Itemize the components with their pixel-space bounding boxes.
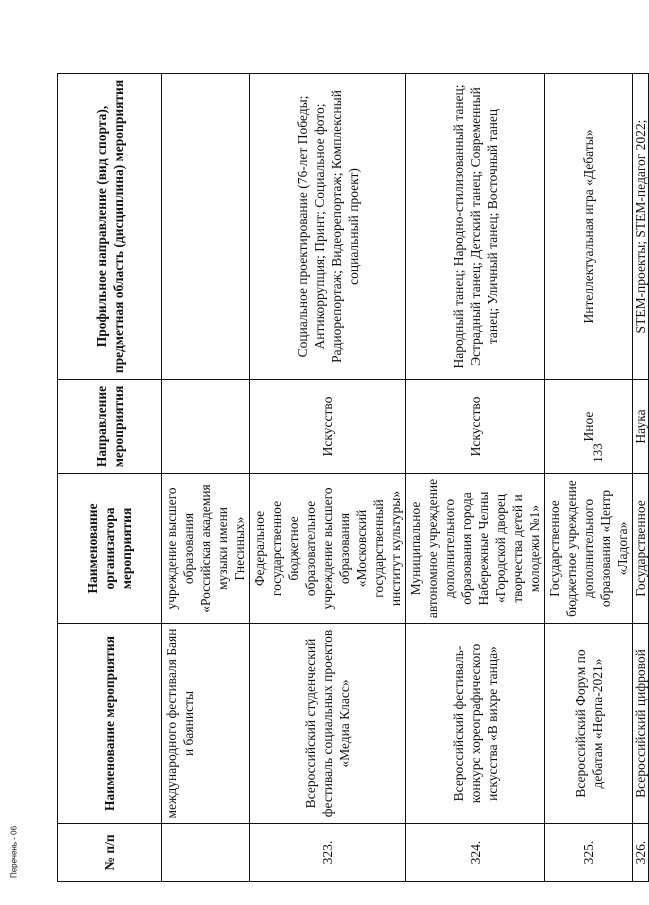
cell-organizer: Государственное бюджетное учреждение дополнительного образования «Центр «Ладога» (545, 474, 633, 624)
cell-profile: Интеллектуальная игра «Дебаты» (545, 74, 633, 380)
cell-organizer: Муниципальное автономное учреждение дополнительного образования города Набережные Челны «Городской дворец творчества детей и молодежи №1» (406, 474, 545, 624)
cell-name: Всероссийский студенческий фестиваль социальных проектов «Медиа Класс» (250, 624, 406, 824)
cell-profile: STEM-проекты; STEM-педагог 2022; (633, 74, 649, 380)
cell-organizer: Государственное (633, 474, 649, 624)
cell-profile: Социальное проектирование (76-лет Победы; Антикоррупция; Принт; Социальное фото; Радиорепортаж; Видеорепортаж; Комплексный социальный проект) (250, 74, 406, 380)
cell-organizer: учреждение высшего образования «Российская академия музыки имени Гнесиных» (162, 474, 250, 624)
footer-note: Перечень - 06 (9, 825, 19, 879)
header-name: Наименование мероприятия (58, 624, 162, 824)
cell-direction (162, 380, 250, 474)
cell-num: 323. (250, 824, 406, 882)
cell-name: Всероссийский Форум по дебатам «Нерпа-2021» (545, 624, 633, 824)
cell-name: Всероссийский фестиваль-конкурс хореографического искусства «В вихре танца» (406, 624, 545, 824)
cell-direction: Иное (545, 380, 633, 474)
table-row (633, 74, 649, 882)
cell-direction: Искусство (250, 380, 406, 474)
header-num: № п/п (58, 824, 162, 882)
cell-num (162, 824, 250, 882)
cell-direction: Наука (633, 380, 649, 474)
table-row (406, 74, 545, 882)
cell-profile: Народный танец; Народно-стилизованный танец; Эстрадный танец; Детский танец; Современный танец; Уличный танец; Восточный танец (406, 74, 545, 380)
cell-num: 326. (633, 824, 649, 882)
page-number: 133 (590, 443, 605, 463)
cell-organizer: Федеральное государственное бюджетное образовательное учреждение высшего образования «Московский государственный институт культуры» (250, 474, 406, 624)
header-direction: Направление мероприятия (58, 380, 162, 474)
table-header-row (58, 74, 162, 882)
header-organizer: Наименование организатора мероприятия (58, 474, 162, 624)
events-table (57, 73, 649, 882)
table-row (545, 74, 633, 882)
header-profile: Профильное направление (вид спорта), предметная область (дисциплина) мероприятия (58, 74, 162, 380)
cell-profile (162, 74, 250, 380)
table-row (250, 74, 406, 882)
cell-name: международного фестиваля Баян и баянисты (162, 624, 250, 824)
table-row (162, 74, 250, 882)
cell-name: Всероссийский цифровой (633, 624, 649, 824)
cell-num: 325. (545, 824, 633, 882)
cell-direction: Искусство (406, 380, 545, 474)
cell-num: 324. (406, 824, 545, 882)
